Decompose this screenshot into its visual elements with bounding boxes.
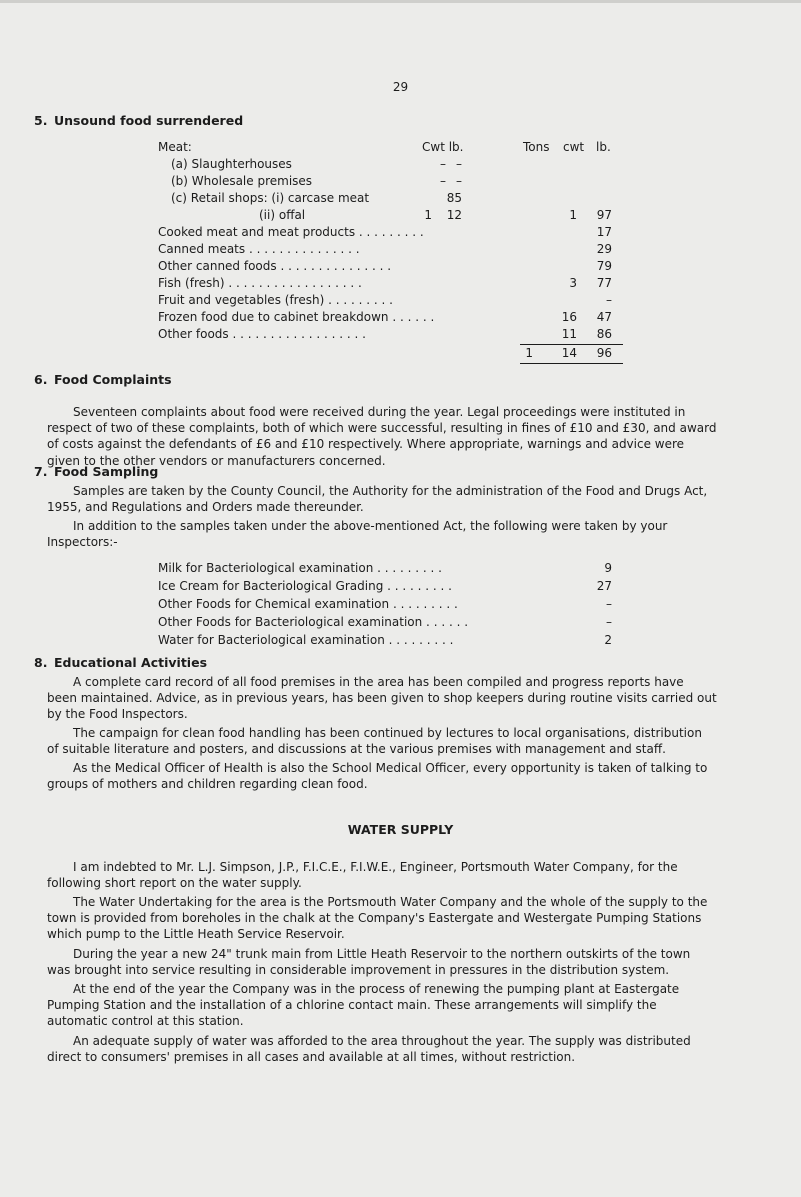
sample-count: 2 (604, 633, 612, 647)
food-row-label: (ii) offal (259, 208, 306, 222)
water-paragraph-3: During the year a new 24" trunk main from Little Heath Reservoir to the northern outskirts of the town was brought into service resulting in considerable improvement in pressures in the distribution system. (47, 947, 691, 978)
sample-label: Milk for Bacteriological examination . . . . . . . . . (158, 561, 442, 575)
food-row-label: Frozen food due to cabinet breakdown . . . . . . (158, 310, 435, 324)
total-tons: 1 (525, 346, 533, 360)
section-8-title: Educational Activities (54, 655, 208, 670)
food-row-label: (a) Slaughterhouses (171, 157, 292, 171)
water-paragraph-1: I am indebted to Mr. L.J. Simpson, J.P., F.I.C.E., F.I.W.E., Engineer, Portsmouth Water Company, for the following short report on the water supply. (47, 860, 678, 891)
food-row-lb-total: 47 (596, 310, 612, 324)
food-row-label: (c) Retail shops: (i) carcase meat (171, 191, 370, 205)
sample-label: Ice Cream for Bacteriological Grading . . . . . . . . . (158, 579, 452, 593)
food-row-lb-total: 77 (596, 276, 612, 290)
page-number: 29 (392, 80, 409, 94)
col-cwt-lb: Cwt lb. (422, 140, 464, 154)
food-row-lb-b: – (456, 157, 462, 171)
col-cwt: cwt (563, 140, 585, 154)
sample-count: – (606, 615, 612, 629)
water-para-2 (47, 894, 717, 943)
meat-label: Meat: (158, 140, 192, 154)
section-6-body (47, 404, 717, 469)
educational-paragraph-2: The campaign for clean food handling has been continued by lectures to local organisations, distribution of suitable literature and posters, and discussions at the various premises with management and staff. (47, 726, 702, 757)
educational-paragraph-3: As the Medical Officer of Health is also the School Medical Officer, every opportunity is taken of talking to groups of mothers and children regarding clean food. (47, 761, 708, 792)
food-row-lb-total: – (606, 293, 612, 307)
food-row-label: Other canned foods . . . . . . . . . . . . . . . (158, 259, 392, 273)
water-paragraph-4: At the end of the year the Company was in the process of renewing the pumping plant at Eastergate Pumping Station and the installation of a chlorine contact main. These arrangements will simplify the automatic control at this station. (47, 982, 680, 1029)
water-para-1 (47, 859, 717, 891)
scan-edge (0, 0, 801, 3)
section-6-number: 6. (34, 372, 48, 387)
section-8-para-2 (47, 725, 717, 757)
food-row-label: Fish (fresh) . . . . . . . . . . . . . . . . . . (158, 276, 362, 290)
section-8-number: 8. (34, 655, 48, 670)
water-supply-heading: WATER SUPPLY (347, 822, 454, 837)
sample-count: – (606, 597, 612, 611)
section-7-number: 7. (34, 464, 48, 479)
total-rule-bottom (520, 363, 623, 364)
section-8-para-1 (47, 674, 717, 723)
section-7-title: Food Sampling (54, 464, 159, 479)
food-row-lb-b: – (456, 174, 462, 188)
section-6-title: Food Complaints (54, 372, 172, 387)
food-row-label: Canned meats . . . . . . . . . . . . . . . (158, 242, 360, 256)
col-tons: Tons (523, 140, 550, 154)
food-row-lb-a: – (440, 174, 446, 188)
water-paragraph-5: An adequate supply of water was afforded to the area throughout the year. The supply was distributed direct to consumers' premises in all cases and available at all times, without restriction. (47, 1034, 691, 1065)
food-row-cwt-total: 3 (569, 276, 577, 290)
total-cwt: 14 (561, 346, 577, 360)
sample-label: Other Foods for Bacteriological examination . . . . . . (158, 615, 469, 629)
educational-paragraph-1: A complete card record of all food premises in the area has been compiled and progress reports have been maintained. Advice, as in previous years, has been given to shop keepers during routine visits carried out by the Food Inspectors. (47, 675, 717, 722)
sample-label: Water for Bacteriological examination . . . . . . . . . (158, 633, 454, 647)
section-5-heading (34, 113, 243, 128)
food-row-lb-total: 79 (596, 259, 612, 273)
food-row-cwt-total: 1 (569, 208, 577, 222)
total-lb: 96 (596, 346, 612, 360)
food-row-lb-total: 29 (596, 242, 612, 256)
section-7-para-1 (47, 483, 717, 515)
food-row-lb-b: 12 (446, 208, 462, 222)
food-sampling-paragraph-2: In addition to the samples taken under the above-mentioned Act, the following were taken by your Inspectors:- (47, 519, 668, 550)
section-6-heading (34, 372, 172, 387)
food-row-lb-total: 17 (596, 225, 612, 239)
food-row-cwt-total: 11 (561, 327, 577, 341)
food-row-lb-total: 97 (596, 208, 612, 222)
food-complaints-paragraph: Seventeen complaints about food were received during the year. Legal proceedings were instituted in respect of two of these complaints, both of which were successful, resulting in fines of £10 and £30, and award of costs against the defendants of £6 and £10 respectively. Where appropriate, warnings and advice were given to the other vendors or manufacturers concerned. (47, 405, 717, 468)
food-row-label: (b) Wholesale premises (171, 174, 313, 188)
food-row-cwt: 1 (424, 208, 432, 222)
col-lb: lb. (596, 140, 611, 154)
food-row-cwt-total: 16 (561, 310, 577, 324)
food-row-label: Fruit and vegetables (fresh) . . . . . . . . . (158, 293, 393, 307)
food-row-lb-total: 86 (596, 327, 612, 341)
food-row-lb-a: – (440, 157, 446, 171)
food-row-lb-b: 85 (446, 191, 462, 205)
sample-count: 27 (596, 579, 612, 593)
sample-count: 9 (604, 561, 612, 575)
section-5-title: Unsound food surrendered (54, 113, 244, 128)
section-8-para-3 (47, 760, 717, 792)
sample-label: Other Foods for Chemical examination . . . . . . . . . (158, 597, 458, 611)
water-para-4 (47, 981, 717, 1030)
food-sampling-paragraph-1: Samples are taken by the County Council, the Authority for the administration of the Food and Drugs Act, 1955, and Regulations and Orders made thereunder. (47, 484, 708, 515)
food-row-label: Cooked meat and meat products . . . . . . . . . (158, 225, 424, 239)
section-7-heading (34, 464, 158, 479)
section-7-para-2 (47, 518, 717, 550)
section-8-heading (34, 655, 207, 670)
water-para-3 (47, 946, 717, 978)
water-para-5 (47, 1033, 717, 1065)
water-paragraph-2: The Water Undertaking for the area is the Portsmouth Water Company and the whole of the supply to the town is provided from boreholes in the chalk at the Company's Eastergate and Westergate Pumping Stations which pump to the Little Heath Service Reservoir. (47, 895, 708, 942)
total-rule-top (520, 344, 623, 345)
food-row-label: Other foods . . . . . . . . . . . . . . . . . . (158, 327, 366, 341)
section-5-number: 5. (34, 113, 48, 128)
